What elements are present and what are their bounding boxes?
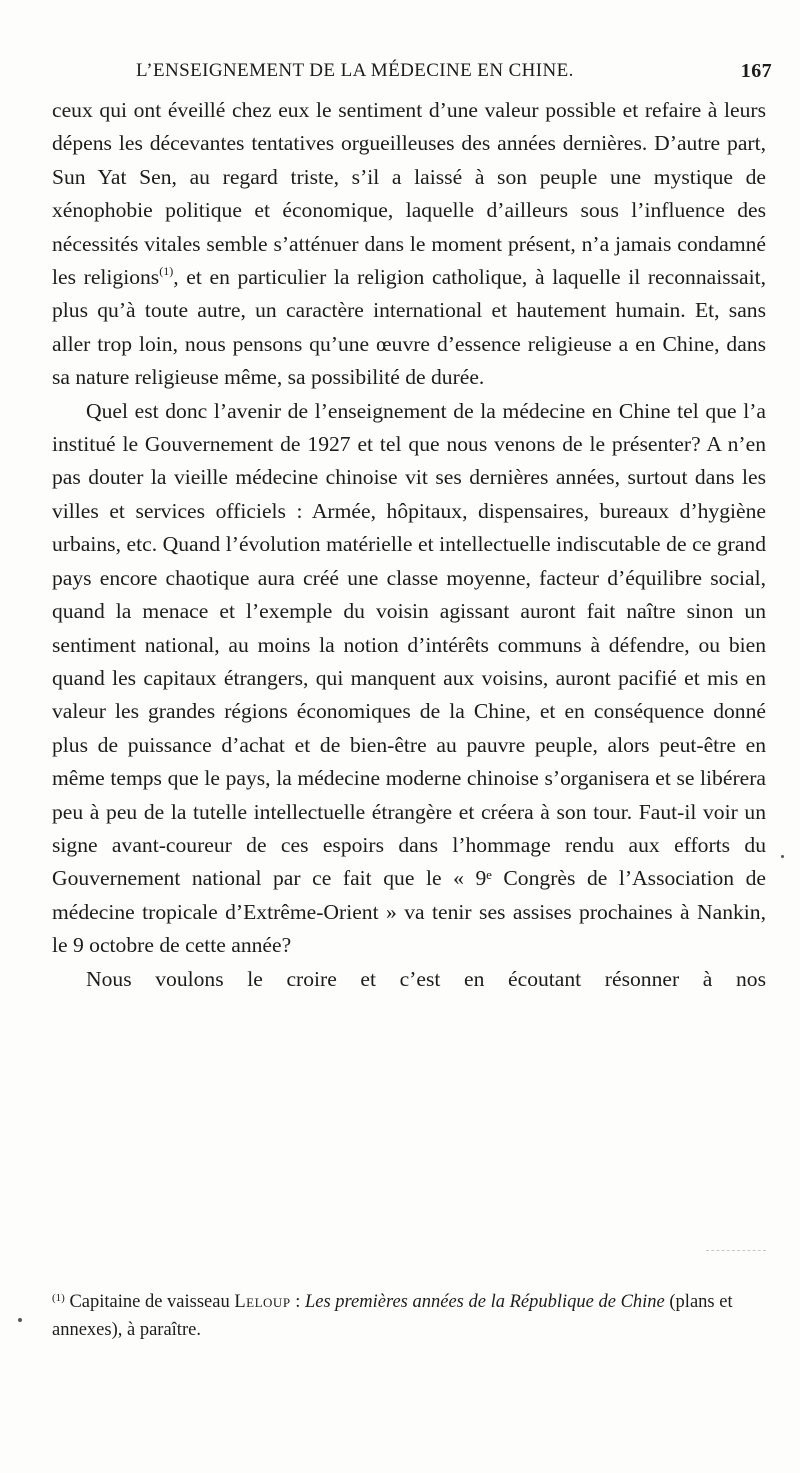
footnote-title: Les premières années de la République de Chine <box>304 1292 665 1312</box>
paragraph-1 <box>52 94 766 395</box>
running-header <box>136 60 772 90</box>
page-number: 167 <box>740 60 772 82</box>
paragraph-3: Nous voulons le croire et c’est en écoutant résonner à nos <box>86 966 766 991</box>
footnote-prefix: Capitaine de vaisseau <box>69 1292 230 1312</box>
running-title: L’ENSEIGNEMENT DE LA MÉDECINE EN CHINE. <box>136 60 574 81</box>
paragraph-1-text-after: , et en particulier la religion catholique, à laquelle il reconnaissait, plus qu’à toute autre, un caractère international et hautement humain. Et, sans aller trop loin, nous pensons qu’une œuvre d’essence religieuse a en Chine, dans sa nature religieuse même, sa possibilité de durée. <box>52 265 766 390</box>
margin-speck <box>781 855 784 858</box>
footnote-separator-text: : <box>290 1292 305 1312</box>
footnote <box>52 1288 766 1344</box>
footnote-separator <box>706 1250 766 1251</box>
footnote-author: Leloup <box>234 1292 291 1312</box>
footnote-reference: (1) <box>159 264 174 279</box>
footnote-mark: (1) <box>52 1292 65 1304</box>
paragraph-2: Quel est donc l’avenir de l’enseignement de la médecine en Chine tel que l’a institué le Gouvernement de 1927 et tel que nous venons de le présenter? A n’en pas douter la vieille médecine chinoise vit ses dernières années, surtout dans les villes et services officiels : Armée, hôpitaux, dispensaires, bureaux d’hygiène urbains, etc. Quand l’évolution matérielle et intellectuelle indiscutable de ce grand pays encore chaotique aura créé une classe moyenne, facteur d’équilibre social, quand la menace et l’exemple du voisin agissant auront fait naître sinon un sentiment national, au moins la notion d’intérêts communs à défendre, ou bien quand les capitaux étrangers, qui manquent aux voisins, auront pacifié et mis en valeur les grandes régions économiques de la Chine, et en conséquence donné plus de puissance d’achat et de bien-être au pauvre peuple, alors peut-être en même temps que le pays, la médecine moderne chinoise s’organisera et se libérera peu à peu de la tutelle intellectuelle étrangère et créera à son tour. Faut-il voir un signe avant-coureur de ces espoirs dans l’hommage rendu aux efforts du Gouvernement national par ce fait que le « 9ᵉ Congrès de l’Association de médecine tropicale d’Extrême-Orient » va tenir ses assises prochaines à Nankin, le 9 octobre de cette année? <box>52 398 766 958</box>
footnote-suffix: (plans et annexes), à paraître. <box>52 1292 733 1340</box>
paragraph-1-text-before: ceux qui ont éveillé chez eux le sentiment d’une valeur possible et refaire à leurs dépens les décevantes tentatives orgueilleuses des années dernières. D’autre part, Sun Yat Sen, au regard triste, s’il a laissé à son peuple une mystique de xénophobie politique et économique, laquelle d’ailleurs sous l’influence des nécessités vitales semble s’atténuer dans le moment présent, n’a jamais condamné les religions <box>52 98 766 290</box>
main-text <box>52 94 766 996</box>
margin-speck <box>18 1318 22 1322</box>
